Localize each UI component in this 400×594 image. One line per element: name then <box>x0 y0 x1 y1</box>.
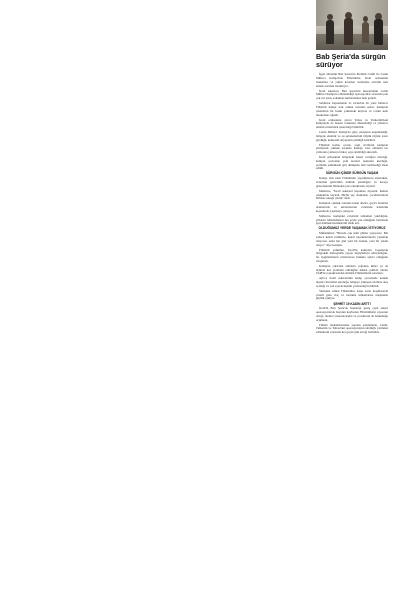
body-paragraph: Kamptan çıkmak zorunda kalan aileler, geçici barınma alanlarında ve akrabalarının evlerinde kalabalık koşullarda yaşamaya çalışıyor. <box>316 201 388 213</box>
person-figure <box>344 18 353 45</box>
body-paragraph: Mahacne, kamptaki evlerinin tamamen yıkıldığını, yıllardır biriktirdikleri her şeyin yok olduğunu belirterek geri dönmek istediklerini ifade etti. <box>316 213 388 226</box>
article-headline: Bab Şeria'da sürgün sürüyor <box>316 52 386 70</box>
section-subhead: ŞEHRİT 19 KADIN ARTTI <box>333 301 371 306</box>
body-paragraph: Mahacne, "İsrail askerleri kapımıza dayandı, hemen çıkmamızı söyledi. Hiçbir şey alamadık, çocuklarımızla birlikte sokağa çıktık" dedi. <box>316 188 388 201</box>
body-paragraph: Filistin makamlarından yapılan açıklamada, Cenin, Tulkerim ve Tubas'taki operasyonların sürdüğü, yerinden edilenlerin sayısının her geçen gün arttığı belirtildi. <box>316 322 388 335</box>
body-paragraph: İsrail ordusunun bölgedeki askeri varlığını artırdığı, kampın çevresine yeni kontrol noktaları kurduğu, yerinden edilenlerin geri dönüşüne izin verilmediği ifade edildi. <box>316 155 388 171</box>
body-paragraph: Filistinli kadın, çocuk, yaşlı sivillerin kamptan yürüyerek çıkmak zorunda kaldığı, bazı ailelerin ise yanlarına yalnızca birkaç eşya alabildiği aktarıldı. <box>316 142 388 155</box>
body-paragraph: İsrail ordusunun ayrıca Tubas ve Tulkerim'deki kamplarda da benzer baskınlar düzenlediği ve yüzlerce ailenin evlerinden çıkarıldığı bildirildi. <box>316 117 388 130</box>
body-paragraph: Saldırılar kapsamında 21 Ocak'tan bu yana binlerce Filistinli kampı terk etmek zorunda kaldı. Kamptan çıkanların bir kısmı yakındaki köylere ve Cenin kent merkezine sığındı. <box>316 101 388 117</box>
body-paragraph: İşgal altındaki Batı Şeria'nın İbrahim Camii ile Cenin Mülteci Kampı'nda Filistinliler, İsrail ordusunun baskınları ve yıkım kararları nedeniyle evlerini terk etmek zorunda bırakılıyor. <box>316 72 388 88</box>
body-paragraph: İsrail'in Batı Şeria'da başlattığı geniş çaplı askeri operasyonlarda hayatını kaybeden Filistinlilerin sayısının arttığı, ölenler arasında kadın ve çocukların da bulunduğu açıklandı. <box>316 306 388 322</box>
body-paragraph: Kamptan çıkarılan ailelerin çoğunun ikinci ya da üçüncü kez yerinden edildiğine dikkat çekildi; aileler 1948'de topraklarından sürülen Filistinlilerin torunları. <box>316 263 388 276</box>
section-subhead: SÜRGÜN İÇİNDE SÜRGÜN YAŞAM <box>325 171 379 176</box>
body-paragraph: Yerinden edilen Filistinliler, kışın zorlu koşullarında yeterli gıda, ilaç ve barınma imkanlarına ulaşmakta güçlük çekiyor. <box>316 288 388 301</box>
section-subhead: OLDUĞUMUZ YERDE YAŞAMAK İSTİYORUZ <box>318 226 386 231</box>
body-paragraph: İsrail askerleri, Batı Şeria'nın kuzeyindeki Cenin Mülteci Kampı'na düzenlediği operasyonlar sırasında pek çok evi yıktı, sokakları kullanılamaz hale getirdi. <box>316 88 388 101</box>
article-body <box>316 73 388 334</box>
body-paragraph: Muhammed, "Burada çok kötü günler yaşıyoruz. Biz sadece kendi evimizde, kendi topraklarımızda yaşamak istiyoruz. Ama her gün yeni bir baskın, yeni bir yıkım oluyor" diye konuştu. <box>316 231 388 247</box>
body-paragraph: Kampı terk eden Filistinliler yaşadıklarını anlatırken, evlerinin gözlerinin önünde yıkıldığını ve nereye gideceklerini bilmeden yola çıktıklarını söyledi. <box>316 176 388 188</box>
body-paragraph: Filistinli yetkililer, İsrail'in kampları boşaltarak bölgedeki demografik yapıyı değiştirmeyi amaçladığını, bu uygulamaların uluslararası hukuka aykırı olduğunu vurguladı. <box>316 247 388 263</box>
person-figure <box>362 22 369 43</box>
person-figure <box>374 19 383 45</box>
body-paragraph: Cenin Mülteci Kampı'na giriş çıkışların engellendiği, bölgede elektrik ve su şebekelerinin büyük ölçüde zarar gördüğü, kamptaki altyapının çöktüğü belirtildi. <box>316 130 388 142</box>
person-figure <box>326 20 334 44</box>
body-paragraph: Ayrıca İsrail askerlerinin kamp çevresinde keskin nişancı mevzileri kurduğu, bölgeye yaklaşan sivillere ateş açıldığı ve çok sayıda kişinin yaralandığı bildirildi. <box>316 276 388 288</box>
article-column <box>316 0 388 594</box>
news-photo <box>316 0 388 50</box>
